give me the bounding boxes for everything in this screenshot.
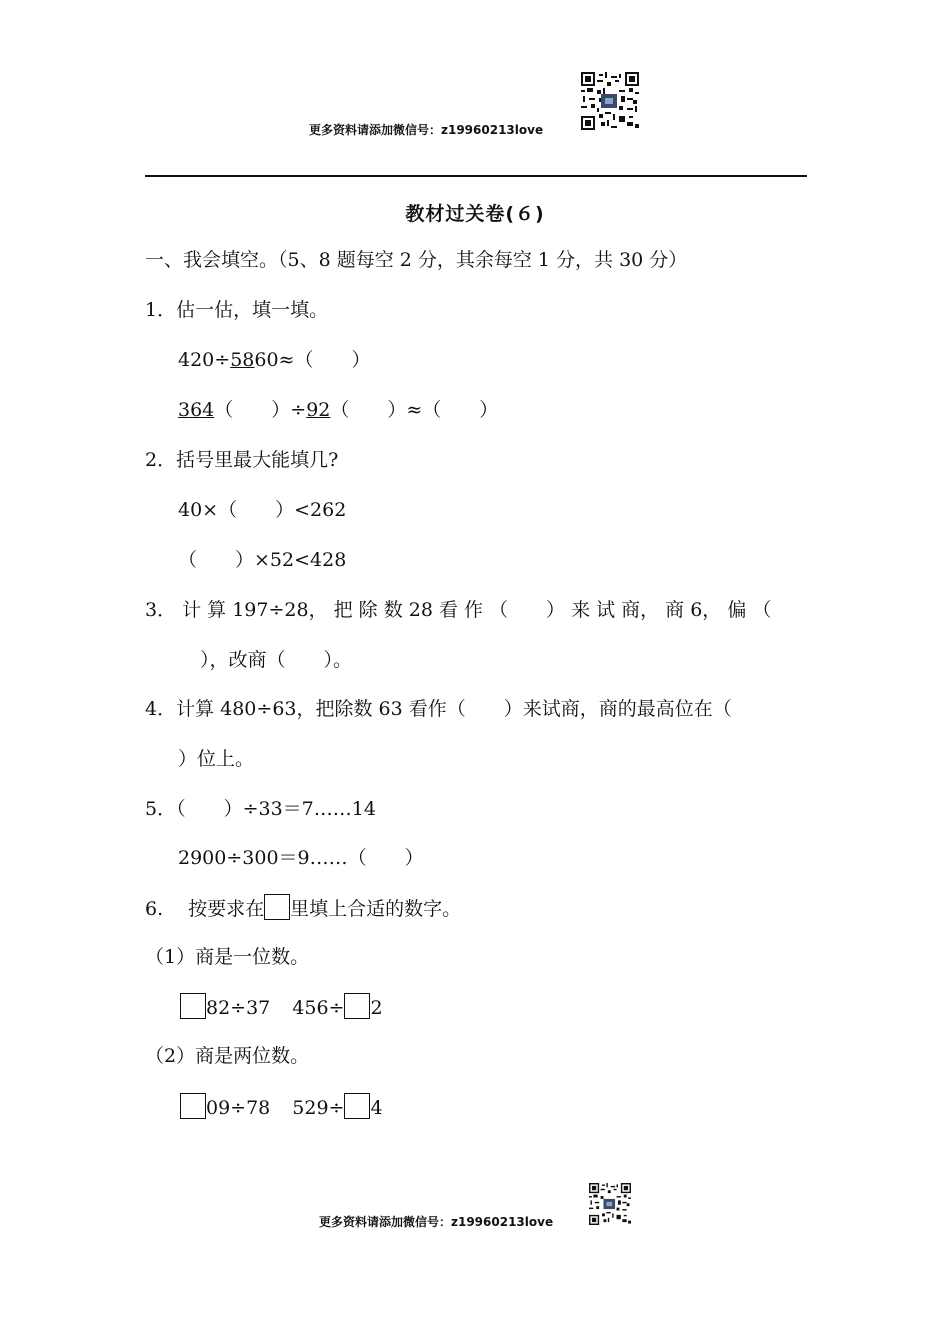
- header-divider: [145, 175, 807, 177]
- question-6-text: 6. 按要求在 里填上合适的数字。: [145, 894, 461, 921]
- question-6-part-2-exprs: 09÷78 529÷ 4: [180, 1093, 383, 1120]
- question-5-line-1: 5．（ ）÷33＝7……14: [145, 798, 376, 820]
- answer-box[interactable]: [264, 894, 290, 920]
- question-1-line-2: 364（ ）÷92（ ）≈（ ）: [178, 399, 499, 421]
- qr-code-icon: [589, 1183, 631, 1225]
- question-3-line-2: ），改商（ ）。: [200, 649, 353, 671]
- footer-contact: 更多资料请添加微信号：z19960213love: [319, 1215, 554, 1229]
- question-4-line-2: ）位上。: [178, 748, 255, 770]
- section-heading: 一、我会填空。（5、8 题每空 2 分，其余每空 1 分，共 30 分）: [145, 249, 688, 271]
- qr-code-icon: [581, 72, 639, 130]
- question-6-part-1-exprs: 82÷37 456÷ 2: [180, 993, 383, 1020]
- header-contact: 更多资料请添加微信号：z19960213love: [309, 123, 544, 137]
- question-2-text: 2．括号里最大能填几?: [145, 449, 339, 471]
- question-5-line-2: 2900÷300＝9……（ ）: [178, 847, 424, 869]
- answer-box[interactable]: [344, 993, 370, 1019]
- page-title: 教材过关卷(６): [405, 203, 545, 225]
- question-6-part-1: （1）商是一位数。: [145, 946, 310, 968]
- question-2-line-1: 40×（ ）<262: [178, 499, 347, 521]
- answer-box[interactable]: [344, 1093, 370, 1119]
- question-4-line-1: 4．计算 480÷63，把除数 63 看作（ ）来试商，商的最高位在（: [145, 698, 732, 720]
- question-2-line-2: （ ）×52<428: [178, 549, 347, 571]
- answer-box[interactable]: [180, 1093, 206, 1119]
- question-1-text: 1．估一估，填一填。: [145, 299, 329, 321]
- answer-box[interactable]: [180, 993, 206, 1019]
- question-1-line-1: 420÷5860≈（ ）: [178, 349, 371, 371]
- question-6-part-2: （2）商是两位数。: [145, 1045, 310, 1067]
- question-3-line-1: 3． 计 算 197÷28， 把 除 数 28 看 作 （ ） 来 试 商， 商 6， 偏 （: [145, 599, 772, 621]
